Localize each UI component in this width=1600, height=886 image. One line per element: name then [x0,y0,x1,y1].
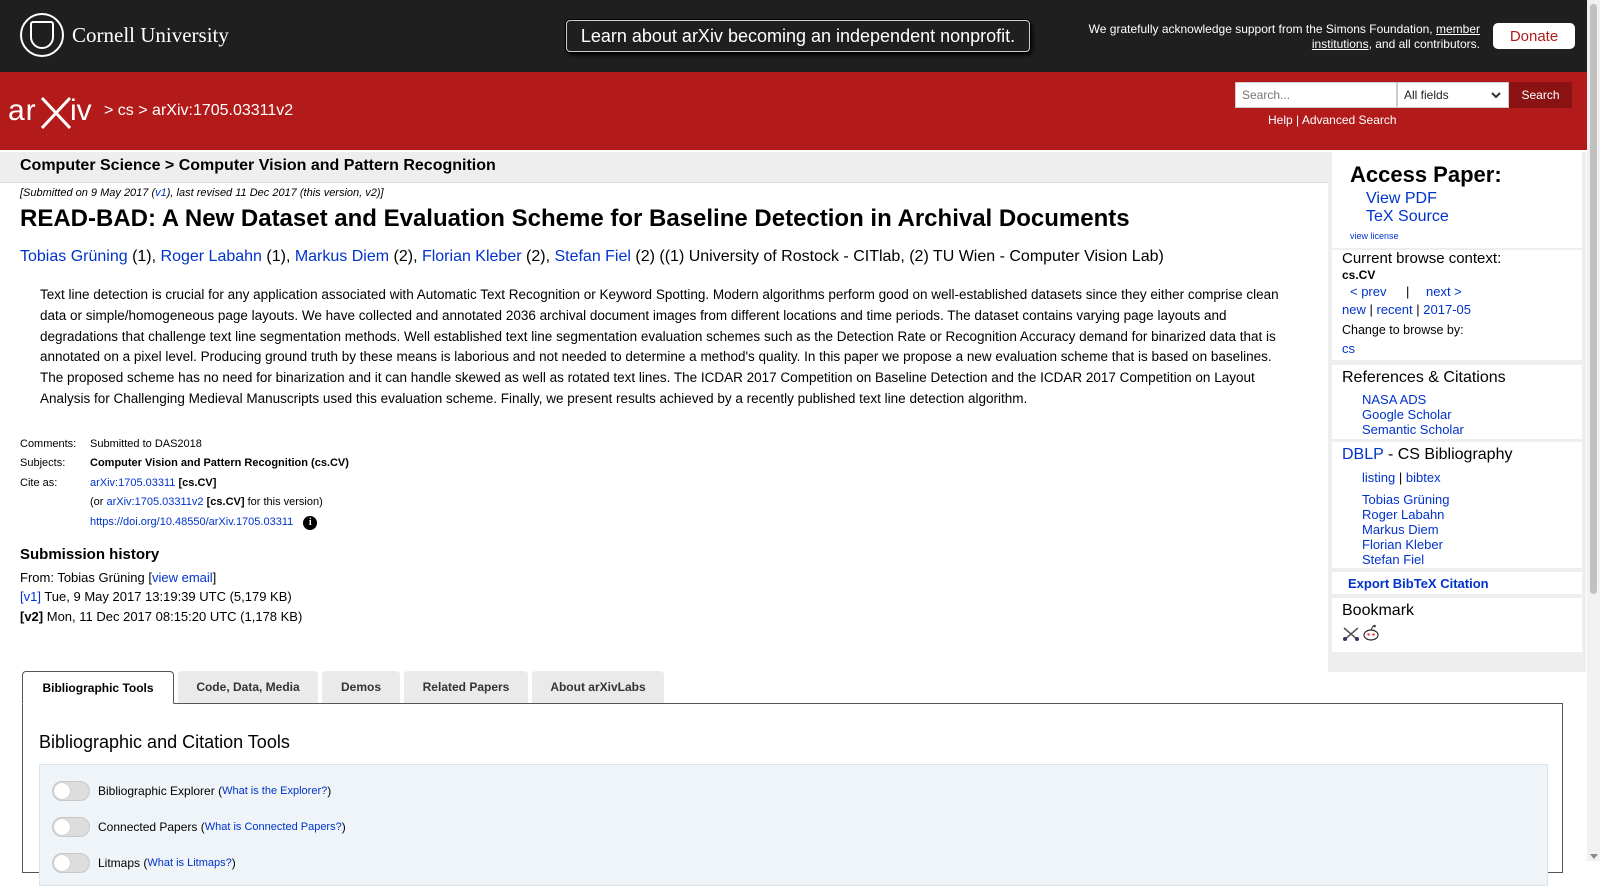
member-institutions-link[interactable]: member institutions [1311,22,1480,51]
donate-button[interactable]: Donate [1493,23,1575,49]
comments-label: Comments: [20,438,77,450]
comments-value: Submitted to DAS2018 [90,438,202,450]
dblp-box [1332,442,1582,568]
dblp-author-link[interactable]: Stefan Fiel [1362,552,1425,567]
breadcrumb: > cs > arXiv:1705.03311v2 [104,102,294,119]
acknowledgement: We gratefully acknowledge support from the Simons Foundation, member institutions, and all contributors. [1088,22,1480,51]
paper-title: READ-BAD: A New Dataset and Evaluation Scheme for Baseline Detection in Archival Documents [20,205,1130,232]
connected-papers-toggle[interactable] [52,817,90,837]
metadata-table: Comments: Submitted to DAS2018 Subjects: Computer Vision and Pattern Recognition (cs.CV) Cite as: arXiv:1705.03311 [cs.CV] (or arXiv:1705.03311v2 [cs.CV] for this version) https://doi.org/10.48550/arXiv.1705.03311 i [20,435,349,532]
submission-dateline: [Submitted on 9 May 2017 (v1), last revised 11 Dec 2017 (this version, v2)] [20,187,384,199]
author-link[interactable]: Tobias Grüning [20,248,128,265]
cite-version-link[interactable]: arXiv:1705.03311v2 [106,496,204,509]
tab-related-papers[interactable]: Related Papers [404,671,528,703]
dblp-bibtex-link[interactable]: bibtex [1405,470,1441,485]
access-paper-box [1332,152,1582,248]
top-bar [0,0,1600,72]
browse-cs-link[interactable]: cs [1342,341,1355,356]
prev-link[interactable]: < prev [1350,284,1387,299]
tool-row-connected-papers: Connected Papers ( What is Connected Papers? ) [52,817,346,837]
submission-history-title: Submission history [20,546,160,563]
dblp-link[interactable]: DBLP [1342,446,1384,463]
cornell-logo[interactable] [20,12,229,58]
advanced-search-link[interactable]: Advanced Search [1301,113,1397,127]
google-scholar-link[interactable]: Google Scholar [1362,407,1452,422]
tool-row-explorer: Bibliographic Explorer ( What is the Explorer? ) [52,781,331,801]
browse-category: cs.CV [1342,268,1376,282]
submission-history: From: Tobias Grüning [view email] [v1] Tue, 9 May 2017 13:19:39 UTC (5,179 KB) [v2] Mon, 11 Dec 2017 08:15:20 UTC (1,178 KB) [20,570,303,624]
page-scrollbar[interactable] [1587,0,1600,861]
references-box [1332,365,1582,439]
dblp-listing-link[interactable]: listing [1362,470,1396,485]
browse-links: new | recent | 2017-05 [1342,302,1471,317]
dblp-author-link[interactable]: Tobias Grüning [1362,492,1450,507]
tools-title: Bibliographic and Citation Tools [39,732,290,752]
semantic-scholar-link[interactable]: Semantic Scholar [1362,422,1464,437]
nasa-ads-link[interactable]: NASA ADS [1362,392,1427,407]
view-pdf-link[interactable]: View PDF [1366,190,1437,207]
subjects-value: Computer Vision and Pattern Recognition (cs.CV) [90,457,349,470]
author-link[interactable]: Florian Kleber [421,248,522,265]
references-title: References & Citations [1342,369,1506,386]
help-links: Help | Advanced Search [1268,113,1397,127]
connected-papers-info-link[interactable]: What is Connected Papers? [204,821,342,833]
change-browse-label: Change to browse by: [1342,323,1464,337]
tool-row-litmaps: Litmaps ( What is Litmaps? ) [52,853,236,873]
nonprofit-banner-button[interactable]: Learn about arXiv becoming an independent nonprofit. [566,20,1030,52]
svg-text:iv: iv [70,94,92,127]
dblp-author-link[interactable]: Markus Diem [1362,522,1439,537]
view-license-link[interactable]: view license [1350,231,1399,241]
cite-id-link[interactable]: arXiv:1705.03311 [90,476,176,489]
help-link[interactable]: Help [1268,113,1293,127]
search-field-select[interactable]: All fields [1397,82,1509,108]
arxiv-logo[interactable] [8,90,100,135]
subject-breadcrumb: Computer Science > Computer Vision and Pattern Recognition [20,157,496,174]
month-link[interactable]: 2017-05 [1423,302,1471,317]
bookmark-title: Bookmark [1342,602,1415,619]
tab-panel [22,703,1563,873]
arxiv-logo-mark [8,90,100,130]
breadcrumb-id: arXiv:1705.03311v2 [152,102,294,119]
abstract: Text line detection is crucial for any application associated with Automatic Text Recognition or Keyword Spotting. Modern algorithms perform good on well-established datasets since they either comprise clean data or simple/homogeneous page layouts. We have collected and annotated 2036 archival document images from different locations and time periods. The dataset contains varying page layouts and degradations that challenge text line segmentation methods. Well established text line segmentation evaluation schemes such as the Detection Rate or Recognition Accuracy demand for binarized data that is annotated on a pixel level. Producing ground truth by these means is laborious and not needed to determine a method's quality. In this paper we propose a new evaluation scheme that is based on baselines. The proposed scheme has no need for binarization and it can handle skewed as well as rotated text lines. The ICDAR 2017 Competition on Baseline Detection and the ICDAR 2017 Competition on Layout Analysis for Challenging Medieval Manuscripts used this evaluation scheme. Finally, we present results achieved by a recently published text line detection algorithm. [40,287,1279,406]
chevron-down-icon [1490,89,1502,101]
subject-bar [0,152,1328,183]
litmaps-info-link[interactable]: What is Litmaps? [147,857,232,869]
export-bibtex-link[interactable]: Export BibTeX Citation [1348,576,1489,591]
recent-link[interactable]: recent [1376,302,1413,317]
reddit-icon[interactable] [1362,624,1380,642]
dblp-author-link[interactable]: Roger Labahn [1362,507,1445,522]
tab-about-arxivlabs[interactable]: About arXivLabs [532,671,664,703]
browse-context-title: Current browse context: [1342,250,1502,267]
subjects-label: Subjects: [20,457,66,470]
access-paper-title: Access Paper: [1350,162,1502,187]
author-link[interactable]: Markus Diem [294,248,390,265]
scrollbar-thumb[interactable] [1590,4,1597,594]
author-link[interactable]: Roger Labahn [160,248,262,265]
doi-link[interactable]: https://doi.org/10.48550/arXiv.1705.03311 [90,515,294,528]
bibsonomy-icon[interactable] [1342,626,1360,642]
tab-code-data-media[interactable]: Code, Data, Media [178,671,318,703]
tex-source-link[interactable]: TeX Source [1366,208,1449,225]
litmaps-toggle[interactable] [52,853,90,873]
view-email-link[interactable]: view email [151,570,213,585]
svg-text:ar: ar [8,94,37,127]
header-bar [0,72,1587,150]
scroll-down-arrow-icon[interactable] [1590,854,1598,859]
dblp-links: listing | bibtex [1362,470,1441,485]
browse-context-box: Current browse context: cs.CV < prev | next > new | recent | 2017-05 Change to browse by: cs [1332,250,1582,360]
info-icon[interactable]: i [303,516,317,530]
next-link[interactable]: next > [1426,284,1462,299]
author-list: Tobias Grüning (1), Roger Labahn (1), Markus Diem (2), Florian Kleber (2), Stefan Fiel (2) ((1) University of Rostock - CITlab, (2) TU Wien - Computer Vision Lab) [20,248,1164,265]
v1-link[interactable]: v1 [155,187,167,199]
author-link[interactable]: Stefan Fiel [554,248,631,265]
export-box [1332,572,1582,594]
new-link[interactable]: new [1342,302,1366,317]
tab-demos[interactable]: Demos [322,671,400,703]
cite-label: Cite as: [20,476,58,489]
cornell-seal-icon [20,13,64,57]
tab-bibliographic-tools[interactable]: Bibliographic Tools [22,671,174,704]
dblp-title: DBLP - CS Bibliography [1342,446,1513,463]
cornell-name: Cornell University [72,22,229,47]
breadcrumb-cs[interactable]: cs [117,102,134,119]
tools-box [39,764,1548,886]
search-input[interactable] [1235,82,1397,108]
sidebar [1328,152,1586,672]
search-button[interactable]: Search [1509,82,1572,108]
explorer-info-link[interactable]: What is the Explorer? [222,785,328,797]
history-v1-link[interactable]: [v1] [20,589,41,605]
history-v2-label: [v2] [20,608,44,624]
dblp-author-link[interactable]: Florian Kleber [1362,537,1443,552]
explorer-toggle[interactable] [52,781,90,801]
bookmark-box [1332,598,1582,652]
